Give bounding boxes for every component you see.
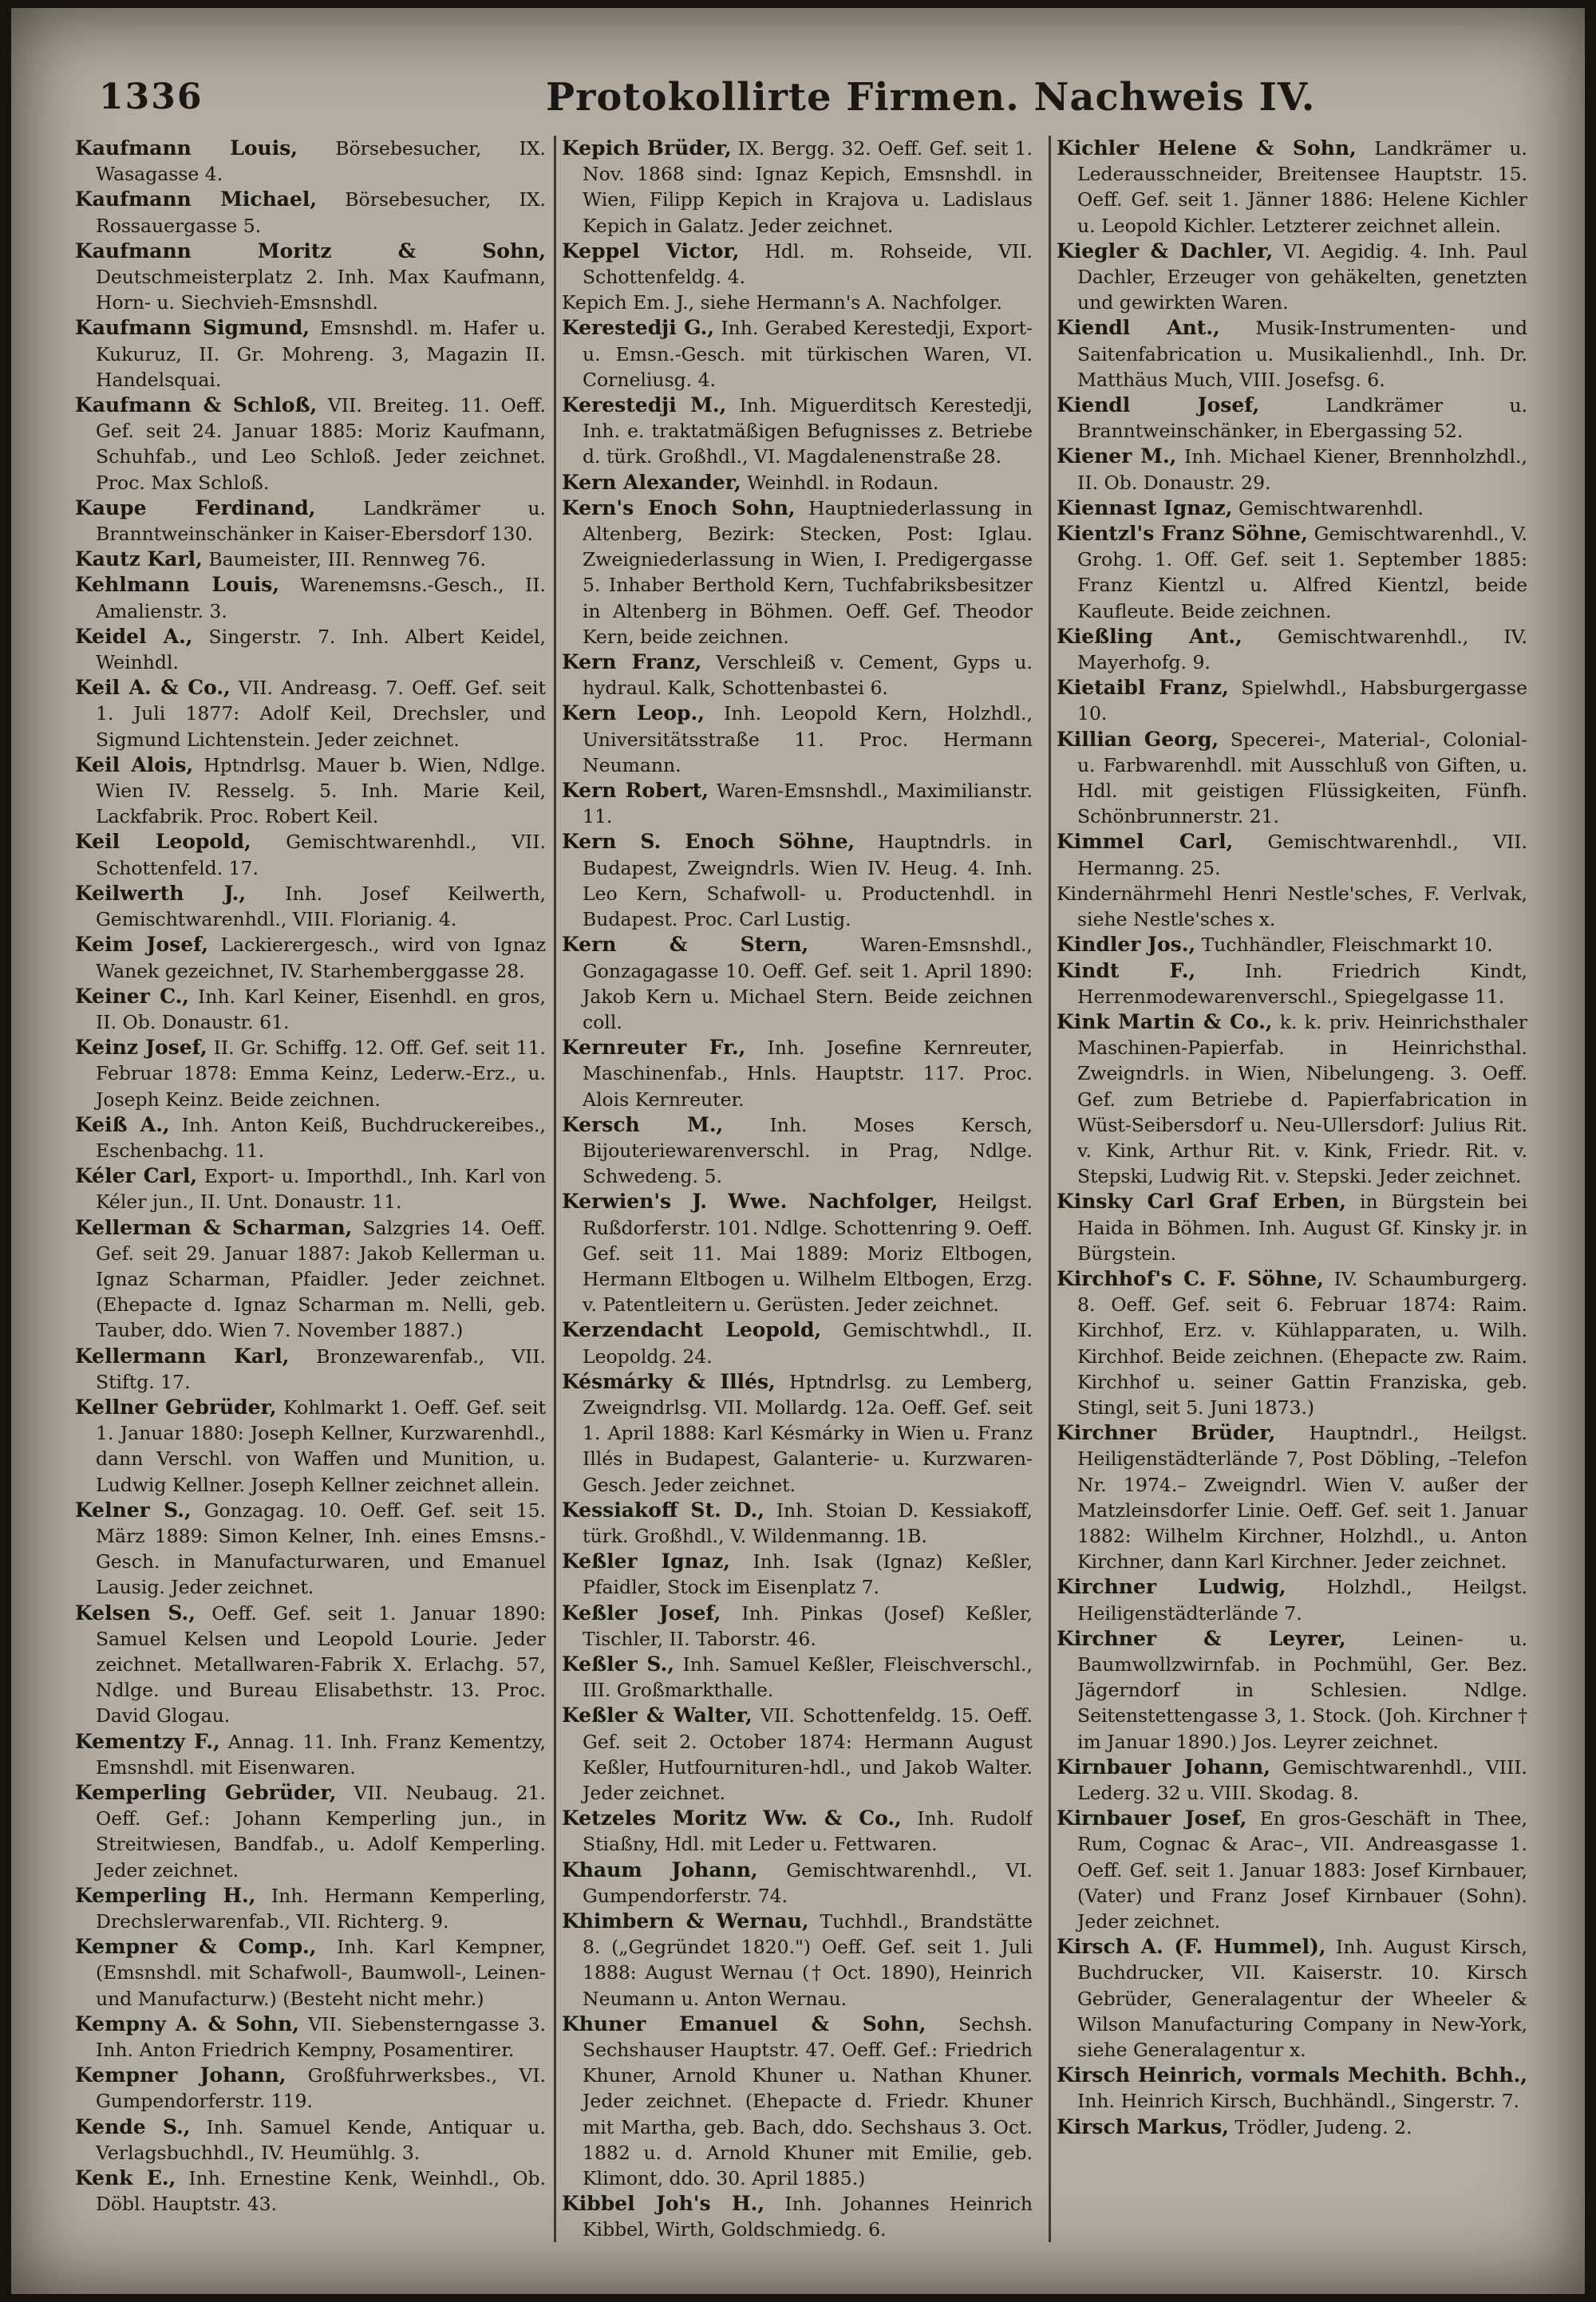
directory-entry [1057, 2114, 1527, 2140]
firm-name: Kirchner Ludwig, [1057, 1575, 1286, 1599]
entry-details: Inh. Josef Keilwerth, Gemischtwarenhdl., VIII. Florianig. 4. [96, 882, 546, 931]
firm-name: Kelner S., [75, 1498, 192, 1522]
directory-entry [75, 1883, 546, 1934]
firm-name: Keiner C., [75, 984, 189, 1008]
directory-entry [1057, 496, 1527, 521]
directory-entry [75, 1780, 546, 1883]
directory-entry [75, 1729, 546, 1780]
directory-entry [562, 932, 1033, 1035]
directory-entry [562, 1189, 1033, 1317]
directory-entry [75, 547, 546, 572]
entry-details: Heilgst. Rußdorferstr. 101. Ndlge. Schottenring 9. Oeff. Gef. seit 11. Mai 1889: Moriz Eltbogen, Hermann Eltbogen u. Wilhelm Eltbogen, Erzg. v. Patentleitern u. Gerüsten. Jeder zeichnet. [583, 1190, 1033, 1317]
firm-name: Késmárky & Illés, [562, 1369, 776, 1393]
entry-details: Gemischtwarenhdl., V. Grohg. 1. Off. Gef. seit 1. September 1885: Franz Kientzl u. Alfred Kientzl, beide Kaufleute. Beide zeichnen. [1077, 523, 1527, 622]
firm-name: Keilwerth J., [75, 881, 247, 905]
entry-details: Trödler, Judeng. 2. [1228, 2115, 1412, 2138]
entry-details: Specerei-, Material-, Colonial- u. Farbwarenhdl. mit Ausschluß von Giften, u. Hdl. mit geistigen Flüssigkeiten, Fünfh. Schönbrunnerstr. 21. [1077, 728, 1527, 828]
entry-details: Gemischtwarenhdl., IV. Mayerhofg. 9. [1077, 625, 1527, 674]
entry-details: Gemischtwarenhdl., VIII. Lederg. 32 u. VIII. Skodag. 8. [1077, 1755, 1527, 1804]
firm-name: Kaufmann & Schloß, [75, 393, 318, 417]
firm-name: Keil Alois, [75, 752, 194, 776]
entry-details: Landkrämer u. Lederausschneider, Breitensee Hauptstr. 15. Oeff. Gef. seit 1. Jänner 1886: Helene Kichler u. Leopold Kichler. Letzterer zeichnet allein. [1077, 137, 1527, 237]
entry-details: Inh. Johannes Heinrich Kibbel, Wirth, Goldschmiedg. 6. [583, 2193, 1033, 2241]
entry-details: VII. Andreasg. 7. Oeff. Gef. seit 1. Juli 1877: Adolf Keil, Drechsler, und Sigmund Lichtenstein. Jeder zeichnet. [96, 677, 546, 751]
entry-details: Hauptndrls. in Budapest, Zweigndrls. Wien IV. Heug. 4. Inh. Leo Kern, Schafwoll- u. Productenhdl. in Budapest. Proc. Carl Lustig. [583, 831, 1033, 931]
directory-entry [1057, 1009, 1527, 1189]
firm-name: Kaufmann Sigmund, [75, 316, 310, 340]
firm-name: Kerestedji M., [562, 393, 727, 417]
entry-details: Inh. Moses Kersch, Bijouteriewarenverschl. in Prag, Ndlge. Schwedeng. 5. [583, 1113, 1033, 1188]
directory-entry [1057, 1574, 1527, 1625]
entry-details: Inh. Isak (Ignaz) Keßler, Pfaidler, Stock im Eisenplatz 7. [583, 1550, 1033, 1599]
entry-details: Börsebesucher, IX. Rossauergasse 5. [96, 188, 546, 237]
entry-details: Gemischtwarenhdl., VI. Gumpendorferstr. 74. [583, 1858, 1033, 1907]
column-divider-1 [554, 136, 556, 2242]
firm-name: Kaupe Ferdinand, [75, 496, 316, 519]
firm-name: Kessiakoff St. D., [562, 1498, 764, 1522]
firm-name: Keinz Josef, [75, 1036, 207, 1060]
firm-name: Kempner & Comp., [75, 1935, 317, 1959]
directory-entry [1057, 1420, 1527, 1574]
entry-details: Musik-Instrumenten- und Saitenfabrication u. Musikalienhdl., Inh. Dr. Matthäus Much, VIII. Josefsg. 6. [1077, 317, 1527, 391]
entry-details: Kindernährmehl Henri Nestle'sches, F. Verlvak, siehe Nestle'sches x. [1057, 882, 1527, 931]
entry-details: IV. Schaumburgerg. 8. Oeff. Gef. seit 6. Februar 1874: Raim. Kirchhof, Erz. v. Kühlapparaten, u. Wilh. Kirchhof. Beide zeichnen. (Ehepacte zw. Raim. Kirchhof u. seiner Gattin Franziska, geb. Stingl, seit 5. Juni 1873.) [1077, 1267, 1527, 1419]
directory-entry [562, 2012, 1033, 2191]
entry-details: Spielwhdl., Habsburgergasse 10. [1077, 677, 1527, 725]
directory-entry [562, 1112, 1033, 1190]
firm-name: Kaufmann Louis, [75, 136, 298, 160]
directory-entry [75, 984, 546, 1035]
firm-name: Kirsch A. (F. Hummel), [1057, 1935, 1326, 1959]
directory-entry [562, 1035, 1033, 1112]
firm-name: Kern Robert, [562, 779, 709, 803]
directory-entry [562, 1858, 1033, 1909]
directory-entry [562, 1317, 1033, 1368]
entry-details: Börsebesucher, IX. Wasagasse 4. [96, 137, 546, 186]
directory-entry [75, 2063, 546, 2114]
directory-entry [1057, 1934, 1527, 2063]
directory-entry [75, 136, 546, 187]
entry-details: Inh. Miguerditsch Kerestedji, Inh. e. traktatmäßigen Befugnisses z. Betriebe d. türk. Großhdl., VI. Magdalenenstraße 28. [583, 394, 1033, 468]
firm-name: Kern Alexander, [562, 470, 741, 494]
entry-details: Inh. August Kirsch, Buchdrucker, VII. Kaiserstr. 10. Kirsch Gebrüder, Generalagentur der Wheeler & Wilson Manufacturing Company in New-York, siehe Generalagentur x. [1077, 1936, 1527, 2062]
firm-name: Khuner Emanuel & Sohn, [562, 2012, 926, 2035]
directory-page [11, 8, 1585, 2294]
directory-entry [562, 290, 1033, 315]
entry-details: Hdl. m. Rohseide, VII. Schottenfeldg. 4. [583, 239, 1033, 289]
entry-details: Inh. Hermann Kemperling, Drechslerwarenfab., VII. Richterg. 9. [96, 1884, 546, 1933]
firm-name: Khaum Johann, [562, 1858, 758, 1881]
directory-entry [75, 187, 546, 238]
firm-name: Kersch M., [562, 1112, 724, 1136]
directory-entry [1057, 1189, 1527, 1266]
directory-entry [562, 496, 1033, 650]
firm-name: Kiendl Josef, [1057, 393, 1260, 417]
firm-name: Kementzy F., [75, 1729, 220, 1753]
entry-details: En gros-Geschäft in Thee, Rum, Cognac & Arac–, VII. Andreasgasse 1. Oeff. Gef. seit 1. Januar 1883: Josef Kirnbauer, (Vater) und Franz Josef Kirnbauer (Sohn). Jeder zeichnet. [1077, 1807, 1527, 1933]
entries-column-1 [75, 136, 546, 2242]
directory-entry [75, 496, 546, 547]
entry-details: Kepich Em. J., siehe Hermann's A. Nachfolger. [562, 291, 1002, 314]
directory-entry [562, 701, 1033, 778]
firm-name: Keim Josef, [75, 933, 209, 957]
entry-details: Inh. Michael Kiener, Brennholzhdl., II. Ob. Donaustr. 29. [1077, 445, 1527, 494]
firm-name: Kerwien's J. Wwe. Nachfolger, [562, 1190, 938, 1214]
directory-entry [1057, 727, 1527, 830]
entry-details: Salzgries 14. Oeff. Gef. seit 29. Januar 1887: Jakob Kellerman u. Ignaz Scharman, Pfaidler. Jeder zeichnet. (Ehepacte d. Ignaz Scharman m. Nelli, geb. Tauber, ddo. Wien 7. November 1887.) [96, 1216, 546, 1342]
firm-name: Kiegler & Dachler, [1057, 239, 1274, 263]
firm-name: Kirsch Markus, [1057, 2114, 1229, 2138]
firm-name: Kichler Helene & Sohn, [1057, 136, 1357, 160]
directory-entry [562, 1369, 1033, 1498]
entry-details: Inh. Anton Keiß, Buchdruckereibes., Eschenbachg. 11. [96, 1113, 546, 1162]
directory-entry [562, 393, 1033, 470]
entry-details: VI. Aegidig. 4. Inh. Paul Dachler, Erzeuger von gehäkelten, genetzten und gewirkten Waren. [1077, 239, 1527, 314]
directory-entry [75, 624, 546, 675]
directory-entry [1057, 393, 1527, 444]
firm-name: Kaufmann Moritz & Sohn, [75, 239, 546, 263]
directory-entry [562, 315, 1033, 393]
entry-details: Holzhdl., Heilgst. Heiligenstädterlände 7. [1077, 1576, 1527, 1625]
firm-name: Kempner Johann, [75, 2063, 286, 2087]
firm-name: Kirsch Heinrich, vormals Mechith. Bchh., [1057, 2063, 1527, 2087]
directory-entry [1057, 136, 1527, 239]
entry-details: Hauptniederlassung in Altenberg, Bezirk: Stecken, Post: Iglau. Zweigniederlassung in Wien, I. Predigergasse 5. Inhaber Berthold Kern, Tuchfabriksbesitzer in Altenberg in Böhmen. Oeff. Gef. Theodor Kern, beide zeichnen. [583, 496, 1033, 648]
directory-entry [562, 778, 1033, 829]
directory-entry [1057, 958, 1527, 1009]
directory-entry [75, 239, 546, 316]
directory-entry [1057, 624, 1527, 675]
directory-entry [75, 2114, 546, 2166]
entry-details: Verschleiß v. Cement, Gyps u. hydraul. Kalk, Schottenbastei 6. [583, 651, 1033, 700]
page-header [99, 77, 1519, 132]
directory-entry [1057, 1266, 1527, 1420]
firm-name: Kéler Carl, [75, 1164, 198, 1188]
entry-details: Lackierergesch., wird von Ignaz Wanek gezeichnet, IV. Starhemberggasse 28. [96, 934, 546, 982]
entry-details: Großfuhrwerksbes., VI. Gumpendorferstr. 119. [96, 2064, 546, 2113]
entry-details: Inh. Leopold Kern, Holzhdl., Universitätsstraße 11. Proc. Hermann Neumann. [583, 702, 1033, 776]
entry-details: Landkrämer u. Branntweinschänker in Kaiser-Ebersdorf 130. [96, 496, 546, 546]
firm-name: Kenk E., [75, 2166, 176, 2190]
entry-details: Hptndrlsg. Mauer b. Wien, Ndlge. Wien IV. Resselg. 5. Inh. Marie Keil, Lackfabrik. Proc. Robert Keil. [96, 753, 546, 828]
directory-entry [562, 239, 1033, 290]
entry-details: Hauptndrl., Heilgst. Heiligenstädterlände 7, Post Döbling, –Telefon Nr. 1974.– Zweigndrl. Wien V. außer der Matzleinsdorfer Linie. Oeff. Gef. seit 1. Januar 1882: Wilhelm Kirchner, Holzhdl., u. Anton Kirchner, dann Karl Kirchner. Jeder zeichnet. [1077, 1422, 1527, 1573]
entry-details: k. k. priv. Heinrichsthaler Maschinen-Papierfab. in Heinrichsthal. Zweigndrls. in Wien, Nibelungeng. 3. Oeff. Gef. zum Betriebe d. Papierfabrication in Wüst-Seibersdorf u. Neu-Ullersdorf: Julius Rit. v. Kink, Arthur Rit. v. Kink, Friedr. Rit. v. Stepski, Ludwig Rit. v. Stepski. Jeder zeichnet. [1077, 1010, 1527, 1188]
entry-details: Gonzagag. 10. Oeff. Gef. seit 15. März 1889: Simon Kelner, Inh. eines Emsns.-Gesch. in Manufacturwaren, und Emanuel Lausig. Jeder zeichnet. [96, 1498, 546, 1599]
entry-details: Sechsh. Sechshauser Hauptstr. 47. Oeff. Gef.: Friedrich Khuner, Arnold Khuner u. Nathan Khuner. Jeder zeichnet. (Ehepacte d. Friedr. Khuner mit Martha, geb. Bach, ddo. Sechshaus 3. Oct. 1882 u. d. Arnold Khuner mit Emilie, geb. Klimont, ddo. 30. April 1885.) [583, 2012, 1033, 2190]
entry-details: IX. Bergg. 32. Oeff. Gef. seit 1. Nov. 1868 sind: Ignaz Kepich, Emsnshdl. in Wien, Filipp Kepich in Krajova u. Ladislaus Kepich in Galatz. Jeder zeichnet. [583, 137, 1033, 237]
firm-name: Kießling Ant., [1057, 624, 1242, 648]
directory-entry [1057, 315, 1527, 393]
entry-details: VII. Neubaug. 21. Oeff. Gef.: Johann Kemperling jun., in Streitwiesen, Bandfab., u. Adolf Kemperling. Jeder zeichnet. [96, 1782, 546, 1881]
firm-name: Keßler Josef, [562, 1601, 721, 1625]
firm-name: Keppel Victor, [562, 239, 740, 263]
firm-name: Keil Leopold, [75, 830, 251, 854]
entry-details: Oeff. Gef. seit 1. Januar 1890: Samuel Kelsen und Leopold Lourie. Jeder zeichnet. Metallwaren-Fabrik X. Erlachg. 57, Ndlge. und Bureau Elisabethstr. 13. Proc. David Glogau. [96, 1601, 546, 1727]
directory-entry [75, 2012, 546, 2063]
firm-name: Kiener M., [1057, 444, 1177, 468]
entry-details: Bronzewarenfab., VII. Stiftg. 17. [96, 1344, 546, 1393]
entry-details: VII. Breiteg. 11. Oeff. Gef. seit 24. Januar 1885: Moriz Kaufmann, Schuhfab., und Leo Schloß. Jeder zeichnet. Proc. Max Schloß. [96, 394, 546, 494]
directory-entry [562, 650, 1033, 701]
firm-name: Keßler S., [562, 1652, 674, 1676]
firm-name: Khimbern & Wernau, [562, 1909, 809, 1933]
directory-entry [1057, 239, 1527, 316]
entry-details: Inh. Gerabed Kerestedji, Export- u. Emsn.-Gesch. mit türkischen Waren, VI. Corneliusg. 4. [583, 317, 1033, 391]
page-number: 1336 [99, 77, 203, 117]
firm-name: Kinsky Carl Graf Erben, [1057, 1190, 1346, 1214]
entry-details: Tuchhändler, Fleischmarkt 10. [1195, 934, 1493, 957]
directory-entry [75, 393, 546, 496]
directory-entry [1057, 1755, 1527, 1806]
entry-details: Singerstr. 7. Inh. Albert Keidel, Weinhdl. [96, 625, 546, 674]
firm-name: Kindt F., [1057, 958, 1196, 982]
directory-entry [75, 1934, 546, 2012]
firm-name: Keßler & Walter, [562, 1704, 753, 1727]
firm-name: Keil A. & Co., [75, 676, 231, 700]
firm-name: Kirnbauer Josef, [1057, 1806, 1247, 1830]
entry-details: Waren-Emsnshdl., Gonzagagasse 10. Oeff. Gef. seit 1. April 1890: Jakob Kern u. Michael Stern. Beide zeichnen coll. [583, 934, 1033, 1033]
firm-name: Kepich Brüder, [562, 136, 732, 160]
entry-details: Inh. Ernestine Kenk, Weinhdl., Ob. Döbl. Hauptstr. 43. [96, 2167, 546, 2216]
entry-details: Emsnshdl. m. Hafer u. Kukuruz, II. Gr. Mohreng. 3, Magazin II. Handelsquai. [96, 317, 546, 391]
entry-details: Inh. Karl Kempner, (Emsnshdl. mit Schafwoll-, Baumwoll-, Leinen- und Manufacturw.) (Besteht nicht mehr.) [96, 1936, 546, 2010]
firm-name: Kempny A. & Sohn, [75, 2012, 299, 2035]
directory-entry [75, 315, 546, 393]
entry-details: Annag. 11. Inh. Franz Kementzy, Emsnshdl. mit Eisenwaren. [96, 1730, 546, 1779]
entry-details: Inh. Rudolf Stiaßny, Hdl. mit Leder u. Fettwaren. [583, 1807, 1033, 1856]
directory-entry [1057, 829, 1527, 880]
firm-name: Kellerman & Scharman, [75, 1215, 353, 1239]
entry-details: Warenemsns.-Gesch., II. Amalienstr. 3. [96, 574, 546, 622]
firm-name: Ketzeles Moritz Ww. & Co., [562, 1806, 902, 1830]
entry-details: Gemischtwarenhdl., VII. Schottenfeld. 17. [96, 831, 546, 879]
firm-name: Killian Georg, [1057, 727, 1219, 751]
entry-details: Inh. Pinkas (Josef) Keßler, Tischler, II. Taborstr. 46. [583, 1601, 1033, 1650]
directory-entry [75, 1035, 546, 1112]
directory-entry [75, 752, 546, 830]
firm-name: Keidel A., [75, 624, 193, 648]
firm-name: Kellner Gebrüder, [75, 1395, 277, 1419]
firm-name: Keiß A., [75, 1112, 170, 1136]
firm-name: Kern Leop., [562, 701, 705, 725]
entry-details: Leinen- u. Baumwollzwirnfab. in Pochmühl, Ger. Bez. Jägerndorf in Schlesien. Ndlge. Seitenstettengasse 3, 1. Stock. (Joh. Kirchner † im Januar 1890.) Jos. Leyrer zeichnet. [1077, 1627, 1527, 1753]
directory-entry [75, 932, 546, 983]
entry-details: Inh. Stoian D. Kessiakoff, türk. Großhdl., V. Wildenmanng. 1B. [583, 1498, 1033, 1547]
directory-entry [562, 829, 1033, 932]
directory-entry [562, 1601, 1033, 1652]
directory-entry [562, 1909, 1033, 2012]
directory-entry [75, 1215, 546, 1344]
directory-entry [75, 1498, 546, 1601]
directory-entry [1057, 1806, 1527, 1934]
directory-entry [75, 675, 546, 752]
entry-details: Inh. Samuel Keßler, Fleischverschl., III. Großmarkthalle. [583, 1652, 1033, 1702]
directory-entry [1057, 932, 1527, 958]
entry-details: Inh. Friedrich Kindt, Herrenmodewarenverschl., Spiegelgasse 11. [1077, 959, 1527, 1008]
entry-details: in Bürgstein bei Haida in Böhmen. Inh. August Gf. Kinsky jr. in Bürgstein. [1077, 1190, 1527, 1265]
entry-details: Tuchhdl., Brandstätte 8. („Gegründet 1820.") Oeff. Gef. seit 1. Juli 1888: August Wernau († Oct. 1890), Heinrich Neumann u. Anton Wernau. [583, 1910, 1033, 2010]
entry-details: Gemischtwarenhdl. [1232, 496, 1424, 519]
directory-entry [1057, 521, 1527, 624]
firm-name: Kaufmann Michael, [75, 188, 318, 211]
firm-name: Kirchhof's C. F. Söhne, [1057, 1266, 1324, 1290]
directory-entry [75, 1601, 546, 1729]
firm-name: Kellermann Karl, [75, 1344, 290, 1368]
directory-entry [75, 1395, 546, 1498]
entry-details: VII. Siebensterngasse 3. Inh. Anton Friedrich Kempny, Posamentirer. [96, 2012, 546, 2062]
firm-name: Kirchner Brüder, [1057, 1421, 1276, 1445]
firm-name: Kietaibl Franz, [1057, 676, 1229, 700]
firm-name: Kindler Jos., [1057, 933, 1196, 957]
entry-details: VII. Schottenfeldg. 15. Oeff. Gef. seit 2. October 1874: Hermann August Keßler, Hutfournituren-hdl., und Jakob Walter. Jeder zeichnet. [583, 1704, 1033, 1804]
entry-details: Deutschmeisterplatz 2. Inh. Max Kaufmann, Horn- u. Siechvieh-Emsnshdl. [96, 266, 546, 314]
firm-name: Kern & Stern, [562, 933, 809, 957]
entry-details: Export- u. Importhdl., Inh. Karl von Kéler jun., II. Unt. Donaustr. 11. [96, 1165, 546, 1214]
directory-entry [562, 470, 1033, 496]
firm-name: Keßler Ignaz, [562, 1550, 730, 1573]
firm-name: Kimmel Carl, [1057, 830, 1234, 854]
entry-details: Inh. Samuel Kende, Antiquar u. Verlagsbuchhdl., IV. Heumühlg. 3. [96, 2115, 546, 2164]
firm-name: Kern Franz, [562, 650, 702, 674]
entry-details: Baumeister, III. Rennweg 76. [202, 548, 487, 571]
directory-entry [75, 1344, 546, 1395]
entries-column-2 [562, 136, 1033, 2242]
directory-entry [562, 1549, 1033, 1600]
firm-name: Kern S. Enoch Söhne, [562, 830, 855, 854]
directory-entry [75, 881, 546, 932]
column-divider-2 [1049, 136, 1051, 2242]
directory-entry [1057, 444, 1527, 495]
directory-entry [562, 1806, 1033, 1857]
entry-details: Hptndrlsg. zu Lemberg, Zweigndrlsg. VII. Mollardg. 12a. Oeff. Gef. seit 1. April 1888: Karl Késmárky in Wien u. Franz Illés in Budapest, Galanterie- u. Kurzwaren-Gesch. Jeder zeichnet. [583, 1370, 1033, 1496]
entry-details: Gemischtwhdl., II. Leopoldg. 24. [583, 1319, 1033, 1368]
directory-entry [1057, 2063, 1527, 2114]
entry-details: Kohlmarkt 1. Oeff. Gef. seit 1. Januar 1880: Joseph Kellner, Kurzwarenhdl., dann Verschl. von Waffen und Munition, u. Ludwig Kellner. Joseph Kellner zeichnet allein. [96, 1396, 546, 1496]
entry-details: Weinhdl. in Rodaun. [741, 471, 939, 494]
directory-entry [75, 1163, 546, 1214]
directory-entry [562, 2191, 1033, 2242]
directory-entry [562, 1652, 1033, 1703]
directory-entry [562, 136, 1033, 239]
firm-name: Kern's Enoch Sohn, [562, 496, 796, 519]
firm-name: Kende S., [75, 2114, 191, 2138]
firm-name: Kink Martin & Co., [1057, 1009, 1273, 1033]
firm-name: Kelsen S., [75, 1601, 196, 1625]
directory-entry [562, 1703, 1033, 1806]
directory-entry [1057, 881, 1527, 932]
firm-name: Kirchner & Leyrer, [1057, 1626, 1346, 1650]
firm-name: Kirnbauer Johann, [1057, 1755, 1270, 1779]
firm-name: Kibbel Joh's H., [562, 2192, 765, 2216]
directory-entry [1057, 1626, 1527, 1755]
directory-entry [75, 1112, 546, 1163]
entry-details: Inh. Karl Keiner, Eisenhdl. en gros, II. Ob. Donaustr. 61. [96, 985, 546, 1033]
firm-name: Kiennast Ignaz, [1057, 496, 1233, 519]
entry-details: Waren-Emsnshdl., Maximilianstr. 11. [583, 780, 1033, 828]
entry-details: Landkrämer u. Branntweinschänker, in Ebergassing 52. [1077, 394, 1527, 443]
entry-details: Inh. Josefine Kernreuter, Maschinenfab., Hnls. Hauptstr. 117. Proc. Alois Kernreuter. [583, 1036, 1033, 1111]
firm-name: Kemperling H., [75, 1883, 256, 1907]
entry-details: Inh. Heinrich Kirsch, Buchhändl., Singerstr. 7. [1077, 2090, 1520, 2113]
entry-details: II. Gr. Schiffg. 12. Off. Gef. seit 11. Februar 1878: Emma Keinz, Lederw.-Erz., u. Joseph Keinz. Beide zeichnen. [96, 1036, 546, 1111]
firm-name: Kehlmann Louis, [75, 573, 280, 597]
directory-entry [75, 2166, 546, 2217]
firm-name: Kemperling Gebrüder, [75, 1781, 337, 1804]
firm-name: Kiendl Ant., [1057, 316, 1220, 340]
directory-entry [75, 829, 546, 880]
directory-entry [562, 1498, 1033, 1549]
firm-name: Kientzl's Franz Söhne, [1057, 522, 1308, 546]
running-title: Protokollirte Firmen. Nachweis IV. [546, 75, 1316, 120]
firm-name: Kautz Karl, [75, 547, 203, 571]
directory-entry [75, 572, 546, 623]
firm-name: Kerzendacht Leopold, [562, 1318, 822, 1342]
firm-name: Kerestedji G., [562, 316, 715, 340]
entries-column-3 [1057, 136, 1527, 2242]
firm-name: Kernreuter Fr., [562, 1036, 746, 1060]
entry-details: Gemischtwarenhdl., VII. Hermanng. 25. [1077, 831, 1527, 879]
directory-entry [1057, 675, 1527, 726]
